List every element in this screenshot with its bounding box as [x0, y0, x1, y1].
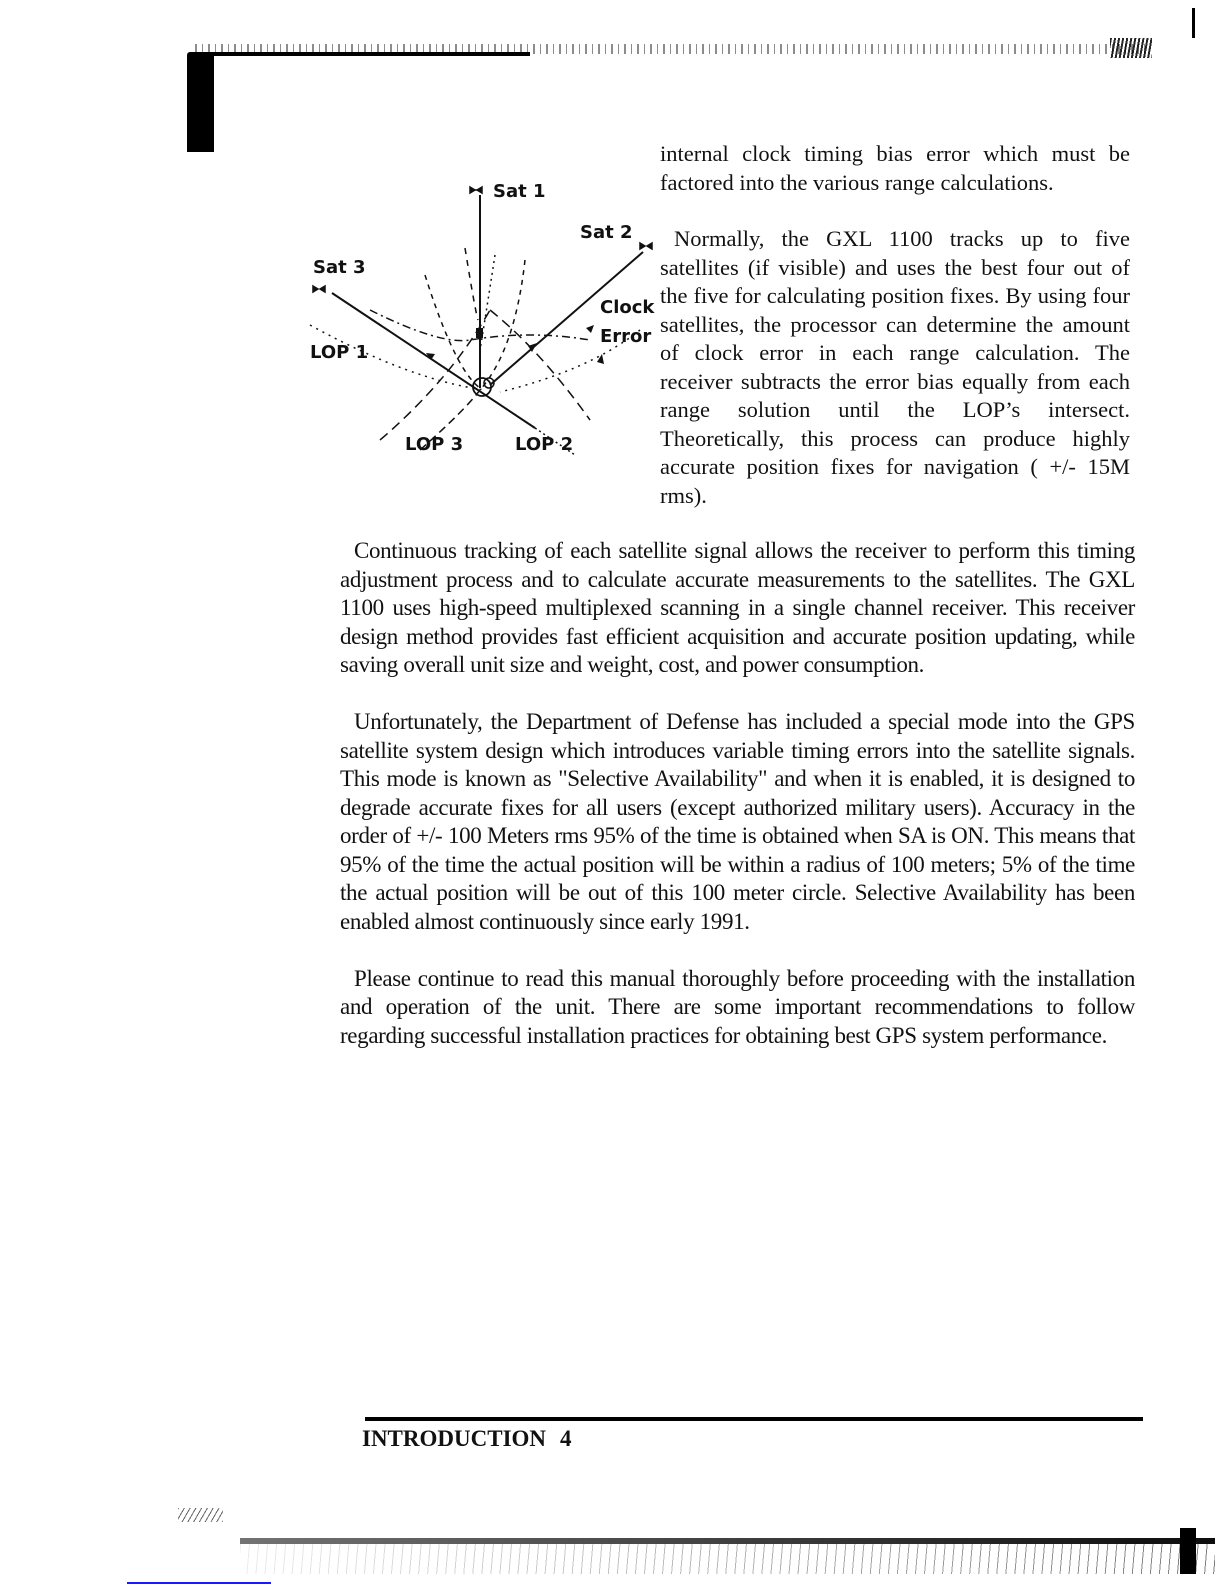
- paragraph: Continuous tracking of each satellite signal allows the receiver to perform this timing adjustment process and to calculate accurate measurements to the satellites. The GXL 1100 uses high-speed multiplexed scanning in a single channel receiver. This receiver design method provides fast efficient acquisition and accurate position updating, while saving overall unit size and weight, cost, and power consumption.: [340, 538, 1135, 677]
- label-clock: Clock: [600, 297, 655, 318]
- footer-rule: [365, 1417, 1143, 1421]
- label-lop2: LOP 2: [515, 434, 574, 455]
- page-corner-rule-vertical: [187, 52, 214, 152]
- paragraph: internal clock timing bias error which must be factored into the various range calculations.: [660, 141, 1130, 195]
- label-sat1: Sat 1: [493, 181, 546, 202]
- scan-mark-bottom-right: [1180, 1528, 1196, 1574]
- satellite-icon: [313, 286, 325, 292]
- paragraph: Normally, the GXL 1100 tracks up to five satellites (if visible) and uses the best four out of the five for calculating position fixes. By using four satellites, the processor can determine the amount of clock error in each range calculation. The receiver subtracts the error bias equally from each range solution until the LOP’s intersect. Theoretically, this process can produce highly accurate position fixes for navigation ( +/- 15M rms).: [660, 226, 1130, 508]
- page-footer: [362, 1426, 572, 1452]
- scan-mark-bottom-left: [178, 1508, 223, 1522]
- scan-noise-bottom: [240, 1544, 1215, 1574]
- label-error: Error: [600, 326, 652, 347]
- right-column-text: [660, 140, 1130, 510]
- paragraph: Please continue to read this manual thoroughly before proceeding with the installation and operation of the unit. There are some important recommendations to follow regarding successful installation practices for obtaining best GPS system performance.: [340, 965, 1135, 1048]
- page-corner-rule-horizontal: [190, 52, 530, 56]
- body-text: [340, 537, 1135, 1050]
- label-lop3: LOP 3: [405, 434, 464, 455]
- paragraph: Unfortunately, the Department of Defense has included a special mode into the GPS satellite system design which introduces variable timing errors into the satellite signals. This mode is known as "Selective Availability" and when it is enabled, it is designed to degrade accurate fixes for all users (except authorized military users). Accuracy in the order of +/- 100 Meters rms 95% of the time is obtained when SA is ON. This means that 95% of the time the actual position will be within a radius of 100 meters; 5% of the time the actual position will be out of this 100 meter circle. Selective Availability has been enabled almost continuously since early 1991.: [340, 709, 1135, 934]
- scan-mark: [1192, 8, 1195, 38]
- satellite-icon: [470, 187, 482, 193]
- label-sat2: Sat 2: [580, 222, 633, 243]
- scan-noise-top-right: [1110, 38, 1152, 58]
- selection-underline: [127, 1582, 271, 1584]
- section-title: INTRODUCTION: [362, 1426, 547, 1451]
- gps-lop-diagram: [290, 170, 660, 470]
- label-sat3: Sat 3: [313, 257, 366, 278]
- satellite-icon: [640, 243, 652, 249]
- page-number: 4: [560, 1426, 572, 1451]
- label-lop1: LOP 1: [310, 342, 369, 363]
